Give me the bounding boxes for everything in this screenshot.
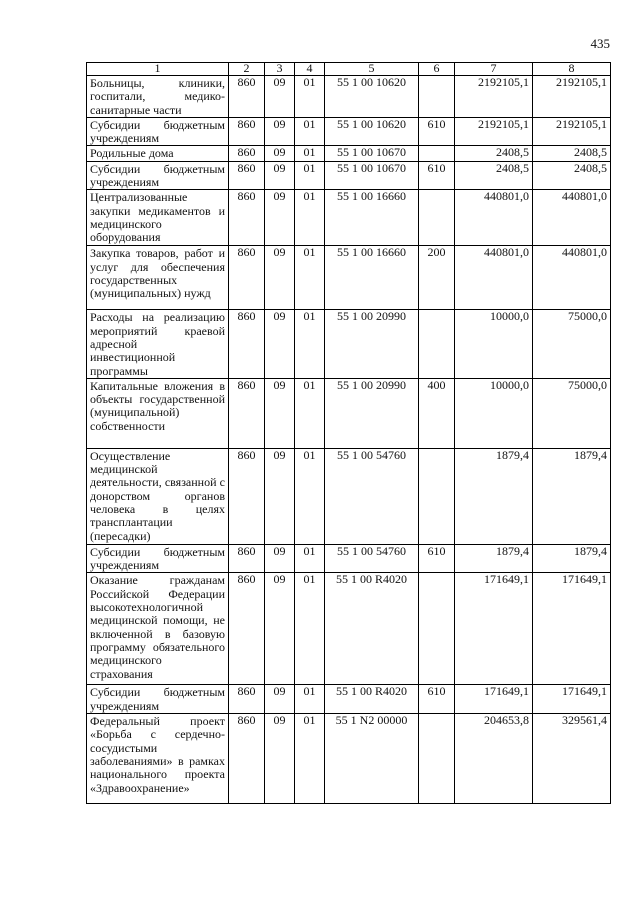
row-section-code: 09 [265, 714, 295, 804]
row-name-text: Родильные дома [90, 146, 174, 161]
row-gr-code: 860 [229, 448, 265, 544]
row-name [87, 161, 229, 190]
column-header: 6 [419, 63, 455, 76]
row-section-code: 09 [265, 117, 295, 146]
row-amount-2: 2408,5 [533, 146, 611, 161]
row-subsection-code: 01 [295, 117, 325, 146]
table-row [87, 161, 611, 190]
row-target-code: 55 1 00 54760 [325, 544, 419, 573]
row-section-code: 09 [265, 310, 295, 378]
row-expense-type [419, 190, 455, 246]
row-gr-code: 860 [229, 146, 265, 161]
row-name-text: Капитальные вложения в объекты государственной (муниципальной) собственности [90, 378, 225, 433]
row-target-code: 55 1 N2 00000 [325, 714, 419, 804]
row-subsection-code: 01 [295, 190, 325, 246]
row-amount-1: 2408,5 [455, 161, 533, 190]
row-gr-code: 860 [229, 714, 265, 804]
table-row [87, 544, 611, 573]
row-amount-1: 171649,1 [455, 573, 533, 685]
row-amount-1: 1879,4 [455, 544, 533, 573]
row-name [87, 190, 229, 246]
row-name [87, 146, 229, 161]
row-target-code: 55 1 00 10620 [325, 76, 419, 118]
row-gr-code: 860 [229, 310, 265, 378]
row-gr-code: 860 [229, 378, 265, 448]
row-name-text: Больницы, клиники, госпитали, медико-санитарные части [90, 76, 225, 117]
column-header: 1 [87, 63, 229, 76]
row-section-code: 09 [265, 448, 295, 544]
row-amount-1: 171649,1 [455, 685, 533, 714]
row-amount-2: 2192105,1 [533, 117, 611, 146]
row-section-code: 09 [265, 544, 295, 573]
row-name [87, 246, 229, 310]
row-amount-1: 440801,0 [455, 190, 533, 246]
row-expense-type: 610 [419, 685, 455, 714]
row-name-text: Оказание гражданам Российской Федерации высокотехнологичной медицинской помощи, не включенной в базовую программу обязательного медицинского страхования [90, 573, 225, 681]
row-amount-1: 10000,0 [455, 378, 533, 448]
row-amount-2: 440801,0 [533, 190, 611, 246]
table-header-row [87, 63, 611, 76]
row-amount-2: 329561,4 [533, 714, 611, 804]
row-section-code: 09 [265, 76, 295, 118]
row-gr-code: 860 [229, 544, 265, 573]
row-amount-1: 440801,0 [455, 246, 533, 310]
row-name [87, 310, 229, 378]
row-expense-type [419, 714, 455, 804]
row-name [87, 117, 229, 146]
row-expense-type: 610 [419, 117, 455, 146]
row-section-code: 09 [265, 246, 295, 310]
row-name [87, 544, 229, 573]
row-amount-2: 75000,0 [533, 378, 611, 448]
row-amount-1: 204653,8 [455, 714, 533, 804]
row-subsection-code: 01 [295, 146, 325, 161]
row-target-code: 55 1 00 R4020 [325, 685, 419, 714]
row-subsection-code: 01 [295, 76, 325, 118]
row-name [87, 378, 229, 448]
row-amount-1: 2192105,1 [455, 117, 533, 146]
row-name-text: Федеральный проект «Борьба с сердечно-сосудистыми заболеваниями» в рамках национального проекта «Здравоохранение» [90, 714, 225, 795]
row-subsection-code: 01 [295, 544, 325, 573]
row-amount-2: 75000,0 [533, 310, 611, 378]
row-target-code: 55 1 00 54760 [325, 448, 419, 544]
column-header: 4 [295, 63, 325, 76]
row-name [87, 573, 229, 685]
row-section-code: 09 [265, 685, 295, 714]
row-subsection-code: 01 [295, 161, 325, 190]
table-row [87, 76, 611, 118]
row-target-code: 55 1 00 16660 [325, 190, 419, 246]
column-header: 3 [265, 63, 295, 76]
row-name-text: Закупка товаров, работ и услуг для обеспечения государственных (муниципальных) нужд [90, 246, 225, 301]
row-amount-1: 2408,5 [455, 146, 533, 161]
row-gr-code: 860 [229, 573, 265, 685]
row-name [87, 685, 229, 714]
column-header: 7 [455, 63, 533, 76]
row-amount-1: 2192105,1 [455, 76, 533, 118]
row-amount-2: 2408,5 [533, 161, 611, 190]
row-subsection-code: 01 [295, 714, 325, 804]
row-expense-type: 200 [419, 246, 455, 310]
row-gr-code: 860 [229, 76, 265, 118]
row-name-text: Осуществление медицинской деятельности, связанной с донорством органов человека в целях трансплантации (пересадки) [90, 448, 225, 543]
row-section-code: 09 [265, 161, 295, 190]
page-number: 435 [590, 36, 610, 51]
row-section-code: 09 [265, 190, 295, 246]
row-subsection-code: 01 [295, 573, 325, 685]
row-target-code: 55 1 00 10670 [325, 146, 419, 161]
row-target-code: 55 1 00 R4020 [325, 573, 419, 685]
row-gr-code: 860 [229, 246, 265, 310]
row-gr-code: 860 [229, 190, 265, 246]
row-subsection-code: 01 [295, 246, 325, 310]
row-amount-2: 171649,1 [533, 685, 611, 714]
table-row [87, 573, 611, 685]
table-row [87, 117, 611, 146]
row-name-text: Расходы на реализацию мероприятий краевой адресной инвестиционной программы [90, 310, 225, 378]
row-expense-type [419, 146, 455, 161]
row-subsection-code: 01 [295, 448, 325, 544]
row-name [87, 76, 229, 118]
row-name [87, 448, 229, 544]
row-name-text: Субсидии бюджетным учреждениям [90, 117, 225, 146]
column-header: 8 [533, 63, 611, 76]
row-expense-type: 400 [419, 378, 455, 448]
column-header: 2 [229, 63, 265, 76]
table-row [87, 310, 611, 378]
row-target-code: 55 1 00 20990 [325, 310, 419, 378]
row-amount-2: 440801,0 [533, 246, 611, 310]
row-subsection-code: 01 [295, 685, 325, 714]
row-gr-code: 860 [229, 685, 265, 714]
row-subsection-code: 01 [295, 310, 325, 378]
row-name-text: Субсидии бюджетным учреждениям [90, 544, 225, 573]
row-amount-1: 10000,0 [455, 310, 533, 378]
table-row [87, 246, 611, 310]
row-section-code: 09 [265, 573, 295, 685]
row-expense-type [419, 310, 455, 378]
row-amount-2: 171649,1 [533, 573, 611, 685]
row-target-code: 55 1 00 10620 [325, 117, 419, 146]
table-row [87, 146, 611, 161]
row-expense-type: 610 [419, 544, 455, 573]
table-row [87, 448, 611, 544]
row-amount-2: 2192105,1 [533, 76, 611, 118]
row-name-text: Субсидии бюджетным учреждениям [90, 161, 225, 190]
table-row [87, 714, 611, 804]
row-section-code: 09 [265, 146, 295, 161]
row-amount-2: 1879,4 [533, 544, 611, 573]
row-name [87, 714, 229, 804]
table-row [87, 685, 611, 714]
row-name-text: Централизованные закупки медикаментов и медицинского оборудования [90, 190, 225, 245]
row-target-code: 55 1 00 16660 [325, 246, 419, 310]
row-expense-type: 610 [419, 161, 455, 190]
column-header: 5 [325, 63, 419, 76]
row-gr-code: 860 [229, 161, 265, 190]
row-subsection-code: 01 [295, 378, 325, 448]
row-expense-type [419, 76, 455, 118]
row-expense-type [419, 448, 455, 544]
row-expense-type [419, 573, 455, 685]
row-amount-2: 1879,4 [533, 448, 611, 544]
row-amount-1: 1879,4 [455, 448, 533, 544]
row-gr-code: 860 [229, 117, 265, 146]
row-section-code: 09 [265, 378, 295, 448]
budget-table [86, 62, 611, 804]
table-row [87, 190, 611, 246]
row-target-code: 55 1 00 20990 [325, 378, 419, 448]
row-name-text: Субсидии бюджетным учреждениям [90, 685, 225, 713]
row-target-code: 55 1 00 10670 [325, 161, 419, 190]
table-row [87, 378, 611, 448]
